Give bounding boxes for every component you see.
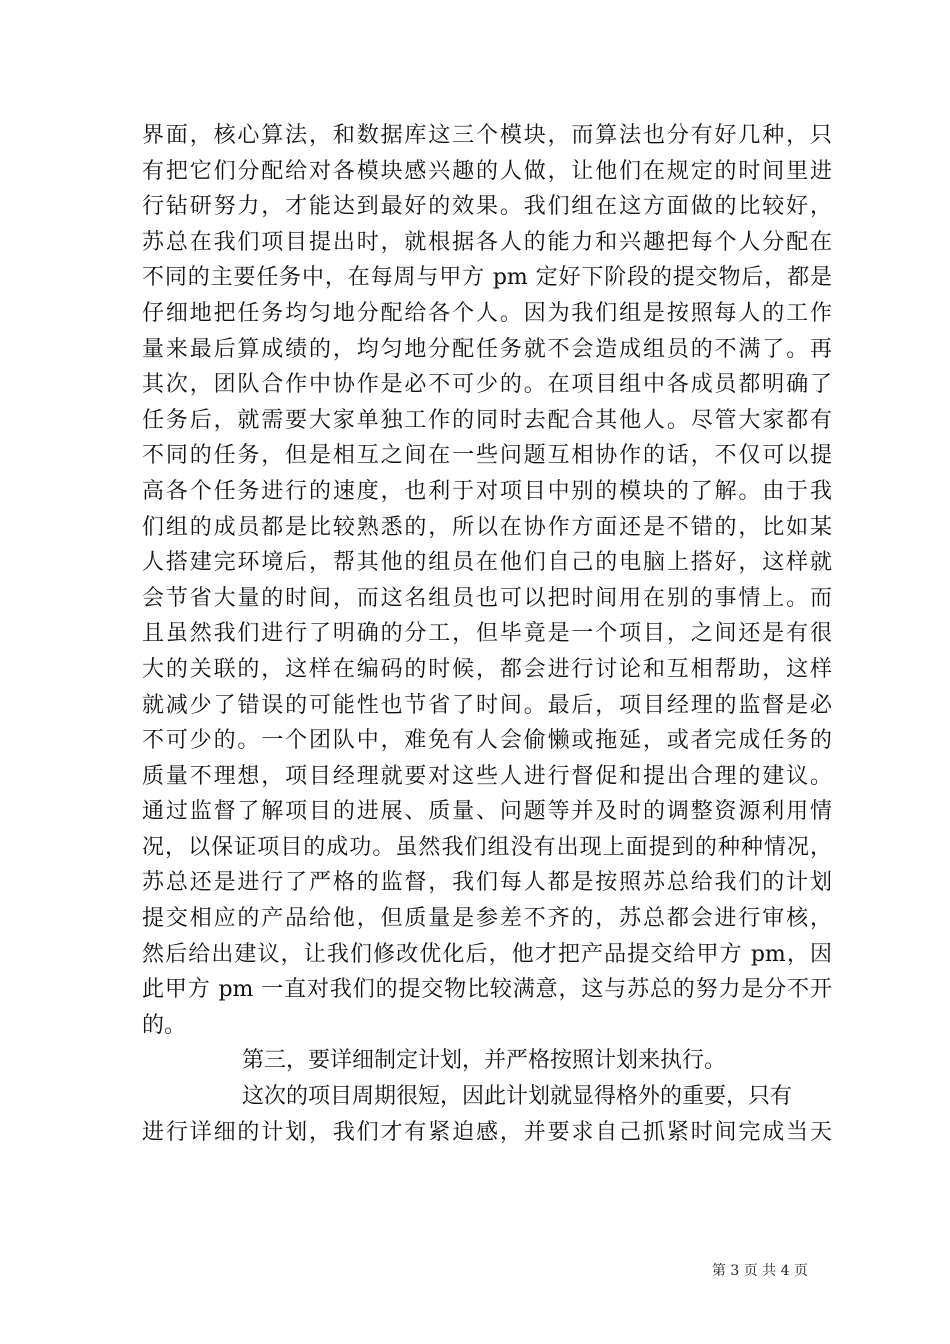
text-line: 就减少了错误的可能性也节省了时间。最后，项目经理的监督是必 bbox=[142, 692, 832, 718]
text-line: 通过监督了解项目的进展、质量、问题等并及时的调整资源利用情 bbox=[142, 799, 832, 825]
paragraph-first-line: 这次的项目周期很短，因此计划就显得格外的重要，只有 bbox=[242, 1084, 793, 1110]
text-line: 苏总还是进行了严格的监督，我们每人都是按照苏总给我们的计划 bbox=[142, 870, 832, 896]
text-line: 的。 bbox=[142, 1012, 187, 1038]
text-line: 且虽然我们进行了明确的分工，但毕竟是一个项目，之间还是有很 bbox=[142, 621, 832, 647]
text-line: 有把它们分配给对各模块感兴趣的人做，让他们在规定的时间里进 bbox=[142, 158, 832, 184]
text-line: 进行详细的计划，我们才有紧迫感，并要求自己抓紧时间完成当天 bbox=[142, 1119, 832, 1145]
text-line: 然后给出建议，让我们修改优化后，他才把产品提交给甲方 pm，因 bbox=[142, 941, 832, 967]
text-line: 高各个任务进行的速度，也利于对项目中别的模块的了解。由于我 bbox=[142, 478, 832, 504]
text-line: 苏总在我们项目提出时，就根据各人的能力和兴趣把每个人分配在 bbox=[142, 229, 832, 255]
text-line: 任务后，就需要大家单独工作的同时去配合其他人。尽管大家都有 bbox=[142, 407, 832, 433]
text-line: 不可少的。一个团队中，难免有人会偷懒或拖延，或者完成任务的 bbox=[142, 728, 832, 754]
text-line: 提交相应的产品给他，但质量是参差不齐的，苏总都会进行审核， bbox=[142, 906, 832, 932]
page-footer: 第 3 页 共 4 页 bbox=[711, 1263, 808, 1279]
text-line: 量来最后算成绩的，均匀地分配任务就不会造成组员的不满了。再 bbox=[142, 336, 832, 362]
section-heading: 第三，要详细制定计划，并严格按照计划来执行。 bbox=[242, 1048, 727, 1074]
text-line: 人搭建完环境后，帮其他的组员在他们自己的电脑上搭好，这样就 bbox=[142, 550, 832, 576]
text-line: 界面，核心算法，和数据库这三个模块，而算法也分有好几种，只 bbox=[142, 123, 832, 148]
body-text bbox=[142, 118, 832, 1150]
text-line: 仔细地把任务均匀地分配给各个人。因为我们组是按照每人的工作 bbox=[142, 300, 832, 326]
text-line: 其次，团队合作中协作是必不可少的。在项目组中各成员都明确了 bbox=[142, 372, 832, 398]
text-line: 大的关联的，这样在编码的时候，都会进行讨论和互相帮助，这样 bbox=[142, 656, 832, 682]
text-line: 行钻研努力，才能达到最好的效果。我们组在这方面做的比较好， bbox=[142, 194, 832, 220]
text-line: 不同的主要任务中，在每周与甲方 pm 定好下阶段的提交物后，都是 bbox=[142, 265, 832, 291]
text-line: 此甲方 pm 一直对我们的提交物比较满意，这与苏总的努力是分不开 bbox=[142, 977, 832, 1003]
text-line: 会节省大量的时间，而这名组员也可以把时间用在别的事情上。而 bbox=[142, 585, 832, 611]
text-line: 不同的任务，但是相互之间在一些问题互相协作的话，不仅可以提 bbox=[142, 443, 832, 469]
text-line: 况，以保证项目的成功。虽然我们组没有出现上面提到的种种情况， bbox=[142, 834, 832, 860]
text-line: 质量不理想，项目经理就要对这些人进行督促和提出合理的建议。 bbox=[142, 763, 832, 789]
text-line: 们组的成员都是比较熟悉的，所以在协作方面还是不错的，比如某 bbox=[142, 514, 832, 540]
